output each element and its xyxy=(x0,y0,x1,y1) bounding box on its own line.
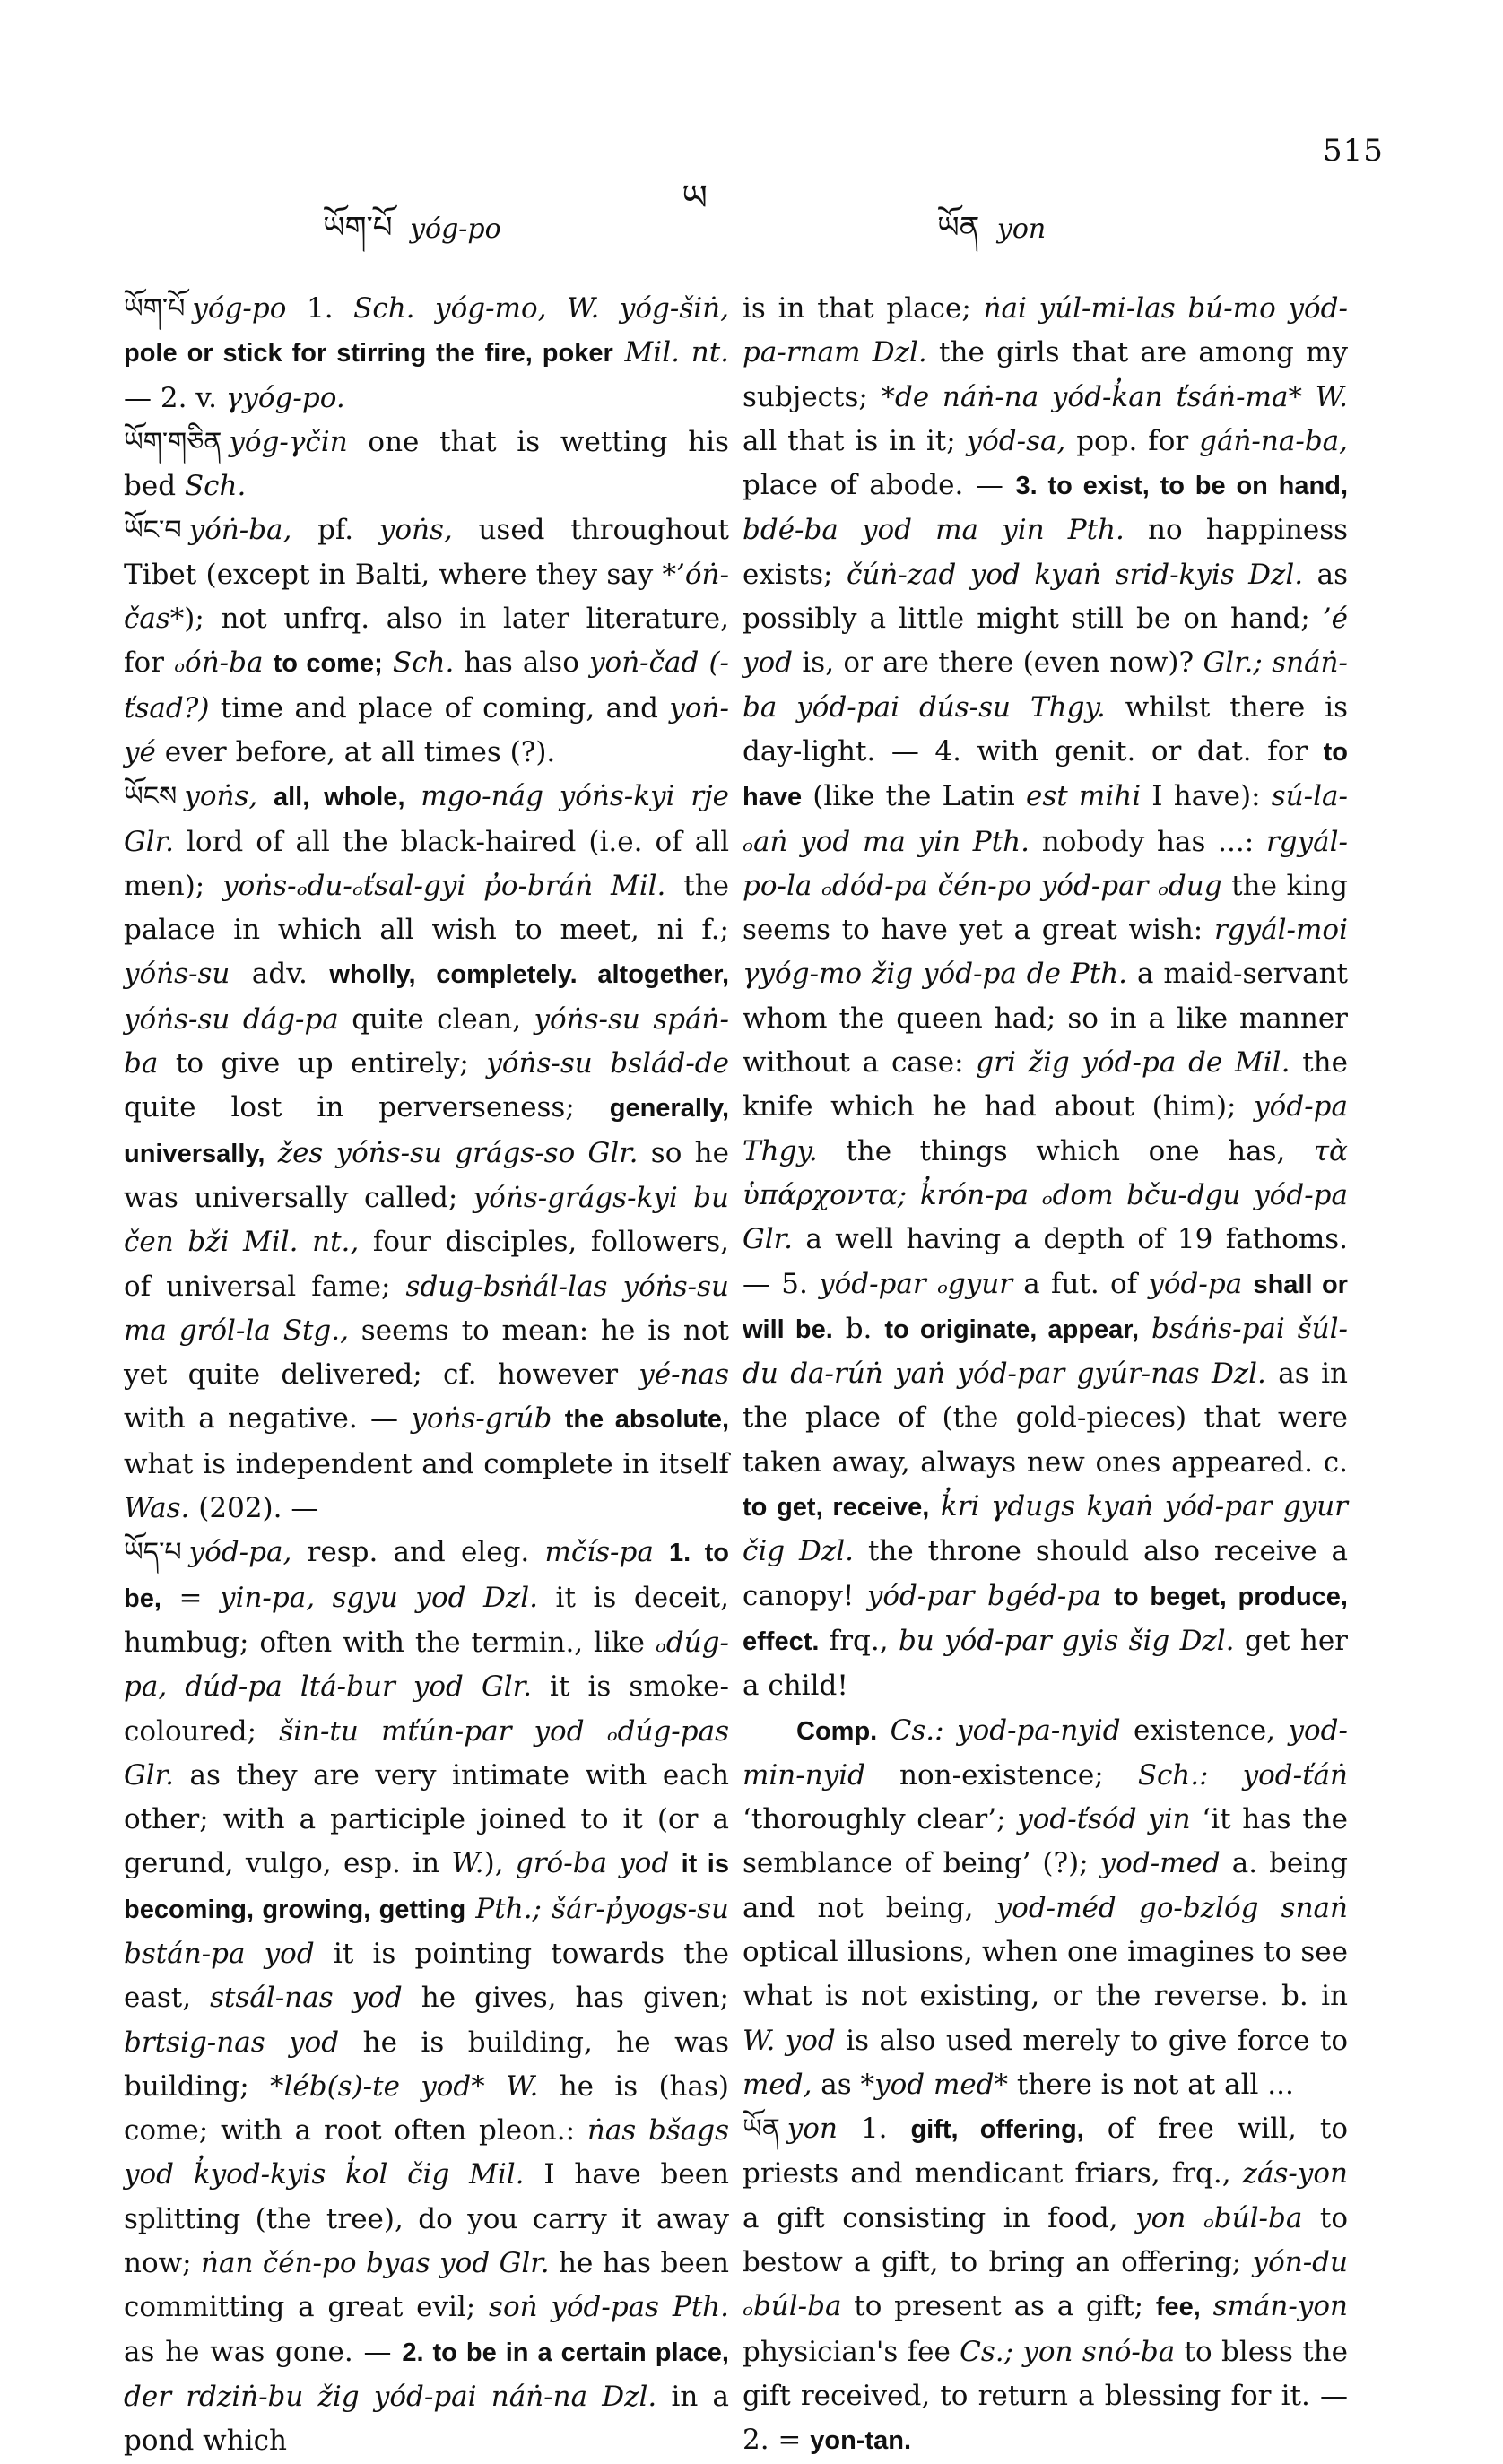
running-head-left-tibetan: ཡོག་པོ xyxy=(323,210,393,246)
transliteration: yod med xyxy=(874,2068,995,2101)
entry-text: ‘thoroughly clear’; xyxy=(743,1803,1018,1836)
transliteration: ṅan čén-po byas yod Glr. xyxy=(201,2247,550,2280)
entry-text: time and place of coming, and xyxy=(209,691,670,724)
entry-text: *); not unfrq. also in later literature, for xyxy=(124,603,729,680)
entry-text: to present as a gift; xyxy=(841,2290,1156,2323)
entry-text: lord of all the black-haired (i.e. of all men); xyxy=(124,825,729,902)
transliteration: W. xyxy=(1315,380,1348,413)
entry-text: the king seems to have yet a great wish: xyxy=(743,869,1348,947)
entry-headword-tibetan: ཡོག་གཅིན xyxy=(124,426,222,458)
transliteration: šin-tu mťún-par yod ₒdúg-pas Glr. xyxy=(124,1714,729,1792)
transliteration: Cs.: yod-pa-nyid xyxy=(890,1714,1121,1747)
transliteration: smán-yon xyxy=(1212,2290,1348,2323)
entry-text: to give up entirely; xyxy=(158,1047,487,1080)
gloss: 2. to be in a certain place, xyxy=(402,2338,729,2367)
transliteration: yé-nas xyxy=(639,1358,729,1392)
entry-text xyxy=(257,780,274,812)
transliteration: bu yód-par gyis šig Dzl. xyxy=(898,1624,1235,1657)
transliteration: yód-sa, xyxy=(966,424,1066,457)
transliteration: yoṅs, xyxy=(378,514,453,547)
entry-text: he is (has) come; with a root often pleon.: xyxy=(124,2069,729,2147)
entry-headword-tibetan: ཡོན xyxy=(743,2113,780,2146)
transliteration: yon ₒbúl-ba xyxy=(1135,2201,1303,2234)
dictionary-entry xyxy=(743,2107,1348,2463)
dictionary-entry xyxy=(124,421,729,509)
transliteration: ’é yod xyxy=(743,603,1348,680)
transliteration: der rdziṅ-bu žig yód-pai náṅ-na Dzl. xyxy=(124,2380,657,2413)
entry-text xyxy=(383,646,393,679)
entry-text: he gives, has given; xyxy=(402,1982,729,2015)
entry-text xyxy=(405,780,421,812)
entry-text: get her a child! xyxy=(743,1624,1348,1703)
transliteration: Mil. nt. xyxy=(624,336,730,369)
transliteration: rgyál-moi γyóg-mo žig yód-pa de Pth. xyxy=(743,914,1348,991)
running-head-left xyxy=(323,193,501,279)
gloss: generally, universally, xyxy=(124,1094,729,1168)
entry-text: a fut. of xyxy=(1012,1267,1149,1300)
entry-text xyxy=(654,1536,669,1568)
transliteration: gri žig yód-pa de Mil. xyxy=(976,1046,1290,1080)
transliteration: sdug-bsṅál-las yóṅs-su ma gról-la Stg., xyxy=(124,1270,730,1347)
gloss: Comp. xyxy=(796,1716,878,1746)
entry-text: it is deceit, humbug; often with the termin., like xyxy=(124,1581,729,1659)
entry-text xyxy=(877,1714,890,1747)
entry-text: it is smoke-coloured; xyxy=(124,1670,729,1748)
entry-text: b. xyxy=(832,1312,885,1345)
gloss: wholly, completely. altogether, xyxy=(329,960,729,990)
gloss: to beget, produce, effect. xyxy=(743,1582,1348,1656)
entry-text: in a pond which xyxy=(124,2380,729,2458)
transliteration: Pth.; šár-p̓yogs-su bstán-pa yod xyxy=(124,1892,729,1970)
transliteration: τὰ ὑπάρχοντα; k̓rón-pa ₒdom bču-dgu yód-pa Glr. xyxy=(743,1134,1348,1256)
entry-text xyxy=(265,1137,277,1169)
entry-text: * there is not at all ... xyxy=(994,2068,1294,2101)
transliteration: yóṅs-grágs-kyi bu čen bži Mil. nt., xyxy=(124,1181,729,1259)
entry-text: is also used merely to give force to xyxy=(835,2024,1348,2057)
transliteration: ₒóṅ-ba xyxy=(174,646,264,680)
entry-text: the throne should also receive a canopy! xyxy=(743,1535,1348,1612)
transliteration: yóṅ-ba, xyxy=(188,514,292,547)
entry-text xyxy=(552,1402,564,1435)
transliteration: yon xyxy=(786,2113,838,2146)
transliteration: Sch. xyxy=(392,646,455,680)
entry-text: seems to mean: he is not yet quite delivered; cf. however xyxy=(124,1314,729,1392)
entry-text: a gift consisting in food, xyxy=(743,2201,1136,2234)
entry-text xyxy=(669,1847,681,1879)
page-number: 515 xyxy=(1323,133,1384,169)
transliteration: W. xyxy=(451,1847,484,1880)
transliteration: yoṅ-yé xyxy=(124,691,729,768)
entry-text: to bestow a gift, to bring an offering; xyxy=(743,2201,1348,2279)
gloss: to have xyxy=(743,737,1348,812)
entry-text: quite clean, xyxy=(338,1002,534,1036)
entry-text xyxy=(1101,1580,1115,1612)
transliteration: yóṅs-su spáṅ-ba xyxy=(124,1002,729,1080)
transliteration: med, xyxy=(743,2068,812,2101)
entry-text: one that is wetting his bed xyxy=(124,425,729,503)
entry-text: adv. xyxy=(230,958,330,991)
transliteration: bdé-ba yod ma yin Pth. xyxy=(743,514,1125,547)
entry-text xyxy=(613,336,625,369)
transliteration: yóg-γčin xyxy=(229,425,348,458)
dictionary-entry xyxy=(743,287,1348,1709)
transliteration: yód-par ₒgyur xyxy=(819,1267,1013,1300)
entry-text: existence, xyxy=(1120,1714,1289,1747)
entry-text: he has been committing a great evil; xyxy=(124,2247,729,2324)
transliteration: yoṅs-grúb xyxy=(411,1402,552,1436)
entry-text: (like the Latin xyxy=(802,780,1027,813)
entry-text: frq., xyxy=(819,1624,899,1657)
gloss: it is becoming, growing, getting xyxy=(124,1850,729,1924)
entry-headword-tibetan: ཡོངས xyxy=(124,781,178,813)
running-head-right-translit: yon xyxy=(996,213,1047,245)
entry-text: whilst there is day-light. — 4. with genit. or dat. for xyxy=(743,690,1348,768)
transliteration: yón-du ₒbúl-ba xyxy=(743,2246,1348,2323)
transliteration: ₒdúg-pa, dúd-pa ltá-bur yod Glr. xyxy=(124,1626,729,1704)
transliteration: yód-pa, xyxy=(188,1536,292,1569)
entry-text: he is building, he was building; * xyxy=(124,2026,730,2103)
transliteration: yóṅs-su bslád-de xyxy=(486,1047,729,1080)
entry-text: of free will, to priests and mendicant friars, frq., xyxy=(743,2113,1348,2191)
transliteration: stsál-nas yod xyxy=(210,1982,403,2015)
entry-text: 1. xyxy=(837,2113,911,2146)
dictionary-entry xyxy=(124,508,729,775)
entry-headword-tibetan: ཡོད་པ xyxy=(124,1537,182,1569)
transliteration: de náṅ-na yód-k̓an ťsáṅ-ma xyxy=(895,380,1289,413)
gloss: 1. to be, xyxy=(124,1539,729,1613)
running-head-right xyxy=(937,193,1046,279)
gloss: to originate, appear, xyxy=(884,1314,1140,1344)
entry-text: I have): xyxy=(1141,780,1272,813)
transliteration: soṅ yód-pas Pth. xyxy=(489,2291,729,2324)
entry-text: place of abode. — xyxy=(743,469,1016,502)
transliteration: rgyál-po-la ₒdód-pa čén-po yód-par ₒdug xyxy=(743,825,1348,902)
gloss: the absolute, xyxy=(564,1405,730,1435)
entry-text: * xyxy=(1288,380,1316,413)
entry-text: as he was gone. — xyxy=(124,2335,403,2368)
running-head-left-translit: yóg-po xyxy=(410,213,501,245)
transliteration: ṅai yúl-mi-las bú-mo yód-pa-rnam Dzl. xyxy=(743,292,1348,369)
entry-text: optical illusions, when one imagines to see what is not existing, or the reverse. b. in xyxy=(743,1935,1348,2013)
gloss: 3. to exist, to be on hand, xyxy=(1015,472,1348,501)
entry-text: pop. for xyxy=(1065,424,1200,457)
entry-text: the things which one has, xyxy=(817,1134,1314,1167)
entry-text: as possibly a little might still be on hand; xyxy=(743,558,1348,636)
transliteration: yoṅs, xyxy=(184,780,258,813)
entry-text: is, or are there (even now)? xyxy=(793,646,1203,680)
entry-text: the palace in which all wish to meet, ni f.; xyxy=(124,869,730,947)
gloss: fee, xyxy=(1155,2293,1201,2322)
transliteration: Glr.; snáṅ-ba yód-pai dús-su Thgy. xyxy=(743,646,1349,724)
transliteration: k̓ri γdugs kyaṅ yód-par gyur čig Dzl. xyxy=(743,1490,1348,1568)
entry-text: nobody has ...: xyxy=(1029,825,1266,858)
transliteration: γyóg-po. xyxy=(225,381,345,414)
gloss: yon-tan. xyxy=(810,2426,912,2456)
transliteration: yód-pa xyxy=(1148,1267,1243,1300)
transliteration: yóṅs-su xyxy=(124,958,230,991)
entry-text: physician's fee xyxy=(743,2335,960,2368)
entry-text: the girls that are among my subjects; * xyxy=(743,336,1349,413)
running-head-right-tibetan: ཡོན xyxy=(937,210,980,246)
transliteration: yod-ťsód yin xyxy=(1017,1803,1191,1836)
right-column xyxy=(743,287,1348,2464)
left-column xyxy=(124,287,729,2464)
entry-text: resp. and eleg. xyxy=(291,1536,545,1569)
entry-text: four disciples, followers, of universal fame; xyxy=(124,1226,729,1303)
entry-text: a well having a depth of 19 fathoms. — 5. xyxy=(743,1223,1348,1300)
entry-text: a. being and not being, xyxy=(743,1847,1348,1924)
entry-text: is in that place; xyxy=(743,292,984,325)
transliteration: est mihi xyxy=(1026,780,1142,813)
entry-text: non-existence; xyxy=(865,1758,1138,1792)
entry-headword-tibetan: ཡོང་བ xyxy=(124,515,182,547)
transliteration: gáṅ-na-ba, xyxy=(1199,424,1348,457)
entry-text: 1. xyxy=(286,292,354,325)
entry-text: with a negative. — xyxy=(124,1402,412,1436)
gloss: gift, offering, xyxy=(910,2115,1084,2145)
section-letter: ཡ xyxy=(682,178,708,219)
transliteration: yin-pa, sgyu yod Dzl. xyxy=(220,1581,538,1614)
entry-text: it is pointing towards the east, xyxy=(124,1937,729,2015)
transliteration: W. xyxy=(506,2069,539,2103)
transliteration: Sch. yóg-mo, W. yóg-šiṅ, xyxy=(353,292,729,325)
transliteration: yód-pa Thgy. xyxy=(743,1090,1348,1167)
transliteration: yod-med xyxy=(1099,1847,1221,1880)
transliteration: Cs.; yon snó-ba xyxy=(960,2335,1176,2368)
gloss: to get, receive, xyxy=(743,1493,930,1523)
transliteration: Sch. xyxy=(184,470,247,503)
entry-text: pf. xyxy=(291,514,379,547)
transliteration: Sch.: yod-ťáṅ xyxy=(1137,1758,1348,1792)
entry-text: has also xyxy=(454,646,590,680)
dictionary-entry xyxy=(124,1531,729,2463)
gloss: all, whole, xyxy=(274,783,405,812)
transliteration: yóṅs-su dág-pa xyxy=(124,1002,339,1036)
dictionary-entry xyxy=(743,1709,1348,2108)
gloss: shall or will be. xyxy=(743,1270,1348,1344)
entry-text: * xyxy=(471,2069,507,2103)
transliteration: W. yod xyxy=(743,2024,836,2057)
entry-text: as * xyxy=(812,2068,875,2101)
transliteration: brtsig-nas yod xyxy=(124,2026,340,2059)
gloss: pole or stick for stirring the fire, poker xyxy=(124,339,613,369)
entry-text xyxy=(263,646,273,679)
entry-text: no happiness exists; xyxy=(743,514,1349,591)
entry-text: ), xyxy=(483,1847,516,1880)
entry-text: quite lost in perverseness; xyxy=(124,1091,610,1124)
entry-text: the knife which he had about (him); xyxy=(743,1046,1348,1124)
entry-text: as they are very intimate with each other; with a participle joined to it (or a gerund, vulgo, esp. in xyxy=(124,1758,729,1880)
entry-text: all that is in it; xyxy=(743,424,967,457)
entry-text: (202). — xyxy=(189,1492,319,1525)
entry-text: so he was universally called; xyxy=(124,1136,729,1214)
entry-text: what is independent and complete in itself xyxy=(124,1447,729,1480)
entry-text: I have been splitting (the tree), do you carry it away now; xyxy=(124,2158,730,2280)
entry-text xyxy=(929,1490,941,1523)
entry-text: as in the place of (the gold-pieces) that were taken away, always new ones appeared. c. xyxy=(743,1358,1348,1479)
transliteration: yoṅ-čad (-ťsad?) xyxy=(124,646,730,724)
entry-text: a maid-servant whom the queen had; so in a like manner without a case: xyxy=(743,958,1348,1080)
transliteration: yóg-po xyxy=(192,292,287,325)
entry-text xyxy=(1139,1313,1151,1345)
entry-text: ever before, at all times (?). xyxy=(155,735,556,768)
transliteration: yod-min-nyid xyxy=(743,1714,1348,1792)
transliteration: yód-par bgéd-pa xyxy=(866,1579,1101,1612)
entry-text xyxy=(1201,2290,1213,2322)
entry-text: — 2. v. xyxy=(124,381,226,414)
entry-text xyxy=(1242,1268,1253,1300)
transliteration: yoṅs-ₒdu-ₒťsal-gyi p̓o-bráṅ Mil. xyxy=(222,869,666,902)
transliteration: zás-yon xyxy=(1242,2157,1348,2191)
transliteration: léb(s)-te yod xyxy=(283,2069,472,2103)
transliteration: gró-ba yod xyxy=(515,1847,670,1880)
transliteration: žes yóṅs-su grágs-so Glr. xyxy=(277,1136,639,1169)
transliteration: sú-la-ₒaṅ yod ma yin Pth. xyxy=(743,780,1348,858)
transliteration: mčís-pa xyxy=(544,1536,654,1569)
entry-text: = xyxy=(161,1581,221,1614)
dictionary-entry xyxy=(124,775,729,1531)
entry-text: used throughout Tibet (except in Balti, where they say * xyxy=(124,514,729,591)
transliteration: bsáṅs-pai šúl-du da-rúṅ yaṅ yód-par gyúr-nas Dzl. xyxy=(743,1312,1349,1391)
entry-headword-tibetan: ཡོག་པོ xyxy=(124,293,186,325)
entry-text: to bless the gift received, to return a blessing for it. — 2. = xyxy=(743,2335,1348,2457)
transliteration: yod-méd go-bzlóg snaṅ xyxy=(995,1891,1348,1924)
transliteration: mgo-nág yóṅs-kyi rje Glr. xyxy=(124,780,729,858)
entry-text xyxy=(465,1893,475,1925)
transliteration: ṅas bšags yod k̓yod-kyis k̓ol čig Mil. xyxy=(124,2114,729,2191)
transliteration: čúṅ-zad yod kyaṅ srid-kyis Dzl. xyxy=(846,558,1304,591)
dictionary-entry xyxy=(124,287,729,421)
gloss: to come; xyxy=(273,649,383,679)
entry-text: ‘it has the semblance of being’ (?); xyxy=(743,1803,1348,1880)
transliteration: ’óṅ-čas xyxy=(124,558,729,636)
transliteration: Was. xyxy=(124,1492,190,1525)
